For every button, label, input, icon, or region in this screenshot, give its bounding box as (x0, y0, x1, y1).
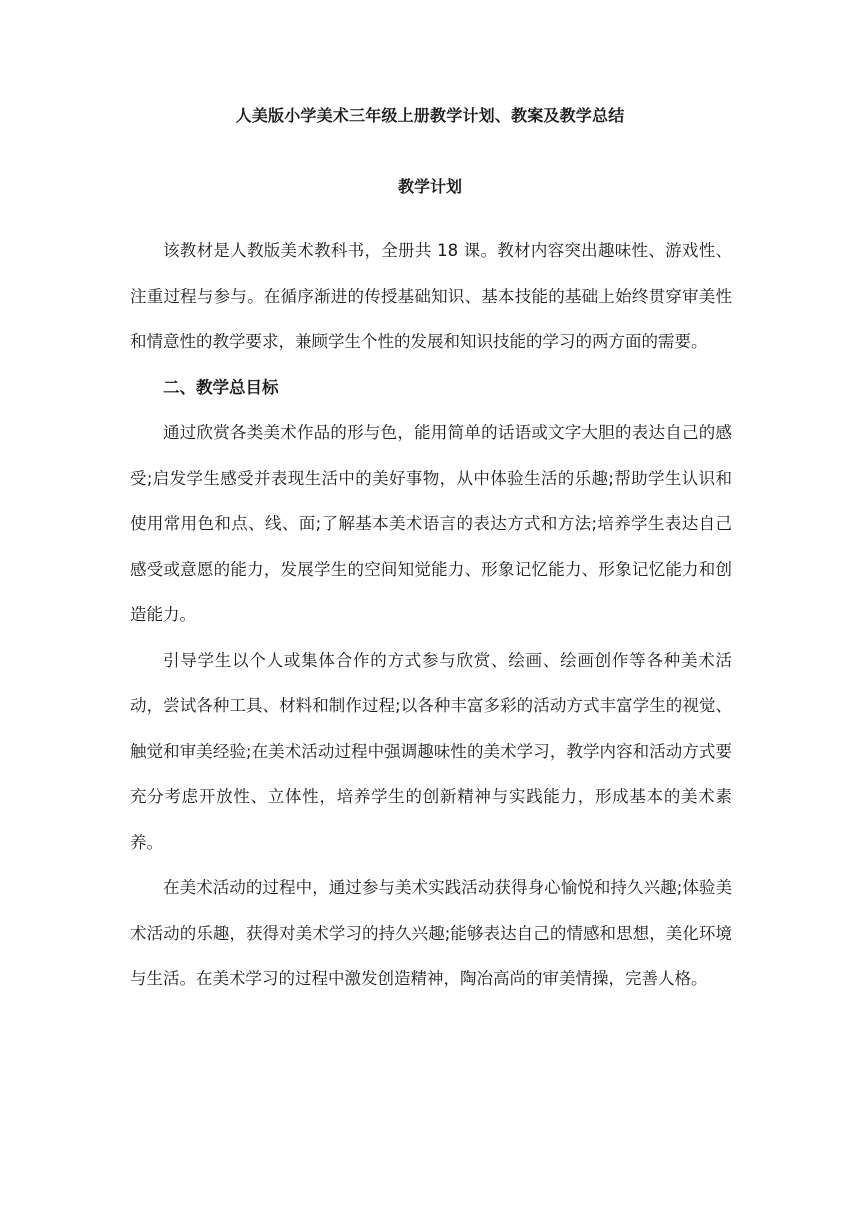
document-body (130, 228, 732, 1002)
document-title: 人美版小学美术三年级上册教学计划、教案及教学总结 (235, 106, 625, 125)
paragraph-goals-1: 通过欣赏各类美术作品的形与色，能用简单的话语或文字大胆的表达自己的感受;启发学生感受并表现生活中的美好事物，从中体验生活的乐趣;帮助学生认识和使用常用色和点、线、面;了解基本美术语言的表达方式和方法;培养学生表达自己感受或意愿的能力，发展学生的空间知觉能力、形象记忆能力、形象记忆能力和创造能力。 (130, 423, 732, 624)
heading-goals: 二、教学总目标 (163, 377, 279, 397)
paragraph-goals-3: 在美术活动的过程中，通过参与美术实践活动获得身心愉悦和持久兴趣;体验美术活动的乐趣，获得对美术学习的持久兴趣;能够表达自己的情感和思想，美化环境与生活。在美术学习的过程中激发创造精神，陶冶高尚的审美情操，完善人格。 (130, 878, 732, 988)
paragraph-goals-2: 引导学生以个人或集体合作的方式参与欣赏、绘画、绘画创作等各种美术活动，尝试各种工具、材料和制作过程;以各种丰富多彩的活动方式丰富学生的视觉、触觉和审美经验;在美术活动过程中强调趣味性的美术学习，教学内容和活动方式要充分考虑开放性、立体性，培养学生的创新精神与实践能力，形成基本的美术素养。 (130, 650, 732, 852)
section-title: 教学计划 (397, 177, 462, 196)
paragraph-intro: 该教材是人教版美术教科书，全册共 18 课。教材内容突出趣味性、游戏性、注重过程与参与。在循序渐进的传授基础知识、基本技能的基础上始终贯穿审美性和情意性的教学要求，兼顾学生个性的发展和知识技能的学习的两方面的需要。 (130, 241, 732, 351)
